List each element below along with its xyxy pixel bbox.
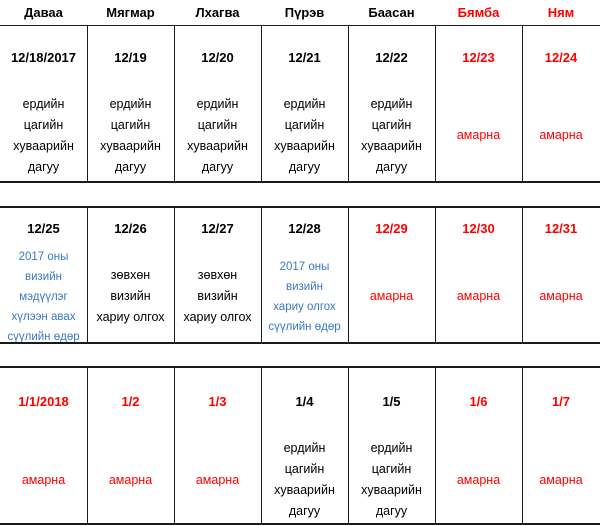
column-divider	[348, 25, 349, 181]
row-divider	[0, 181, 600, 183]
note-line: хариу олгох	[183, 310, 252, 324]
schedule-note	[87, 437, 174, 523]
note-line: амарна	[539, 128, 583, 142]
note-line: цагийн	[371, 462, 412, 476]
date-cell: 12/21	[288, 50, 321, 65]
note-line: цагийн	[284, 462, 325, 476]
date-cell: 12/22	[375, 50, 408, 65]
note-line: визийн	[24, 270, 62, 283]
note-line: цагийн	[110, 117, 151, 132]
day-header: Пүрэв	[284, 5, 325, 20]
column-divider	[522, 206, 523, 342]
note-line: сүүлийн өдөр	[268, 320, 341, 333]
row-divider	[0, 523, 600, 525]
column-divider	[261, 366, 262, 523]
schedule-note	[174, 437, 261, 523]
column-divider	[174, 25, 175, 181]
column-divider	[261, 25, 262, 181]
note-text	[539, 286, 582, 307]
date-cell: 1/3	[208, 394, 227, 409]
note-line: ердийн	[370, 441, 413, 455]
note-line: ердийн	[370, 96, 413, 111]
schedule-note	[348, 437, 435, 523]
column-divider	[261, 206, 262, 342]
date-cell: 12/31	[544, 221, 578, 236]
note-line: хуваарийн	[361, 483, 422, 497]
note-line: цагийн	[284, 117, 325, 132]
column-divider	[522, 366, 523, 523]
note-line: цагийн	[197, 117, 238, 132]
schedule-note	[174, 251, 261, 342]
note-text	[457, 470, 500, 491]
note-line: ердийн	[283, 441, 326, 455]
note-line: дагуу	[288, 159, 321, 174]
column-divider	[87, 206, 88, 342]
note-line: хуваарийн	[361, 138, 422, 153]
day-header: Мягмар	[106, 5, 155, 20]
note-text	[196, 470, 239, 491]
schedule-note	[87, 90, 174, 181]
column-divider	[522, 25, 523, 181]
note-text	[274, 94, 335, 178]
column-divider	[87, 25, 88, 181]
note-text	[109, 470, 152, 491]
note-text	[268, 257, 340, 337]
note-text	[457, 286, 500, 307]
schedule-note	[261, 251, 348, 342]
note-line: хуваарийн	[13, 138, 74, 153]
schedule-note	[174, 90, 261, 181]
date-cell: 12/30	[462, 221, 495, 236]
schedule-note	[435, 251, 522, 342]
note-line: хуваарийн	[187, 138, 248, 153]
note-line: ердийн	[283, 96, 326, 111]
note-line: амарна	[108, 472, 153, 487]
column-divider	[174, 366, 175, 523]
date-cell: 1/5	[382, 394, 401, 409]
column-divider	[348, 366, 349, 523]
column-divider	[435, 206, 436, 342]
note-line: сүүлийн өдөр	[7, 330, 80, 343]
note-text	[22, 470, 65, 491]
day-header: Баасан	[368, 5, 415, 20]
note-line: зөвхөн	[197, 268, 238, 282]
note-line: ердийн	[109, 96, 152, 111]
note-text	[187, 94, 248, 178]
schedule-note	[435, 90, 522, 181]
note-line: визийн	[197, 289, 238, 303]
note-text	[539, 125, 582, 146]
date-cell: 1/1/2018	[18, 394, 69, 409]
note-line: амарна	[21, 472, 66, 487]
column-divider	[87, 366, 88, 523]
note-line: ердийн	[196, 96, 239, 111]
date-cell: 12/20	[201, 50, 234, 65]
note-line: хуваарийн	[274, 138, 335, 153]
note-line: визийн	[110, 289, 151, 303]
schedule-note	[522, 251, 600, 342]
schedule-note	[348, 90, 435, 181]
date-cell: 12/23	[462, 50, 495, 65]
row-divider	[0, 25, 600, 26]
date-cell: 12/24	[544, 50, 578, 65]
note-line: визийн	[285, 280, 323, 293]
date-cell: 1/2	[121, 394, 140, 409]
note-text	[370, 286, 413, 307]
schedule-note	[261, 437, 348, 523]
schedule-note	[0, 437, 87, 523]
note-line: цагийн	[23, 117, 64, 132]
schedule-note	[522, 90, 600, 181]
row-divider	[0, 206, 600, 208]
note-line: хүлээн авах	[11, 310, 76, 323]
note-text	[361, 94, 422, 178]
note-line: амарна	[539, 289, 583, 303]
schedule-note	[348, 251, 435, 342]
date-cell: 1/7	[551, 394, 571, 409]
note-line: дагуу	[375, 504, 408, 518]
schedule-note	[87, 251, 174, 342]
note-line: хуваарийн	[274, 483, 335, 497]
note-text	[7, 247, 79, 347]
note-line: зөвхөн	[110, 268, 151, 282]
row-divider	[0, 366, 600, 368]
date-cell: 12/26	[114, 221, 147, 236]
day-header: Бямба	[457, 5, 500, 20]
day-header: Ням	[547, 5, 575, 20]
note-line: дагуу	[375, 159, 408, 174]
note-line: амарна	[456, 289, 501, 303]
note-line: амарна	[539, 472, 583, 487]
note-line: дагуу	[288, 504, 321, 518]
schedule-note	[435, 437, 522, 523]
note-text	[274, 438, 335, 522]
note-line: дагуу	[114, 159, 147, 174]
note-text	[13, 94, 74, 178]
note-line: дагуу	[27, 159, 60, 174]
row-divider	[0, 342, 600, 344]
note-line: хуваарийн	[100, 138, 161, 153]
note-text	[539, 470, 582, 491]
note-text	[96, 265, 164, 328]
column-divider	[174, 206, 175, 342]
note-line: амарна	[456, 128, 501, 142]
note-text	[361, 438, 422, 522]
note-text	[100, 94, 161, 178]
date-cell: 12/25	[27, 221, 60, 236]
schedule-note	[261, 90, 348, 181]
date-cell: 12/19	[114, 50, 147, 65]
note-line: хариу олгох	[273, 300, 336, 313]
note-text	[183, 265, 251, 328]
day-header: Даваа	[24, 5, 63, 20]
column-divider	[435, 366, 436, 523]
schedule-note	[0, 251, 87, 342]
schedule-note	[522, 437, 600, 523]
date-cell: 12/27	[201, 221, 234, 236]
note-line: амарна	[456, 472, 501, 487]
note-line: дагуу	[201, 159, 234, 174]
date-cell: 12/28	[288, 221, 321, 236]
note-line: мэдүүлэг	[19, 290, 68, 303]
day-header: Лхагва	[195, 5, 240, 20]
schedule-note	[0, 90, 87, 181]
note-line: амарна	[369, 289, 414, 303]
date-cell: 12/18/2017	[10, 50, 77, 65]
note-text	[457, 125, 500, 146]
note-line: хариу олгох	[96, 310, 165, 324]
note-line: ердийн	[22, 96, 65, 111]
column-divider	[435, 25, 436, 181]
note-line: 2017 оны	[279, 260, 330, 273]
note-line: 2017 оны	[18, 250, 69, 263]
date-cell: 12/29	[375, 221, 408, 236]
date-cell: 1/6	[469, 394, 488, 409]
note-line: амарна	[195, 472, 240, 487]
column-divider	[348, 206, 349, 342]
date-cell: 1/4	[295, 394, 314, 409]
note-line: цагийн	[371, 117, 412, 132]
